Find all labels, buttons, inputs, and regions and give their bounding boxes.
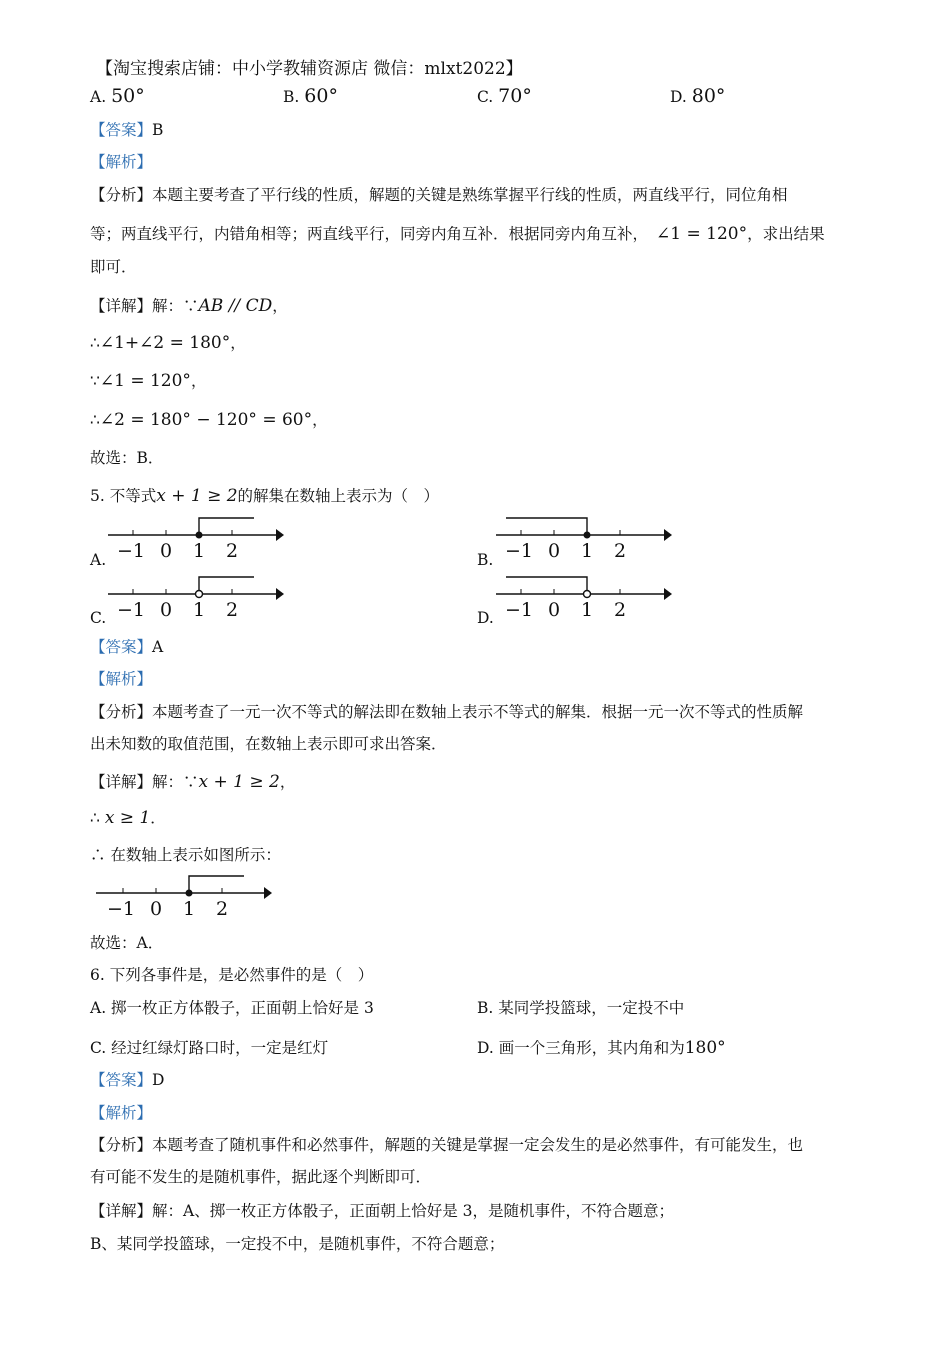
detail-text: 解：∵	[152, 297, 199, 315]
math-expression: x + 1 ≥ 2	[156, 486, 238, 506]
analysis-label: 【分析】	[90, 703, 153, 721]
analysis-text: 本题考查了随机事件和必然事件，解题的关键是掌握一定会发生的是必然事件，有可能发生，也	[152, 1136, 804, 1154]
analysis-label: 【分析】	[90, 186, 153, 204]
q6-detail-line-2: B、某同学投篮球，一定投不中，是随机事件，不符合题意；	[90, 1235, 505, 1253]
tick-label: 1	[193, 540, 206, 562]
detail-text: 解：∵	[152, 773, 199, 791]
solution-bracket	[506, 518, 587, 535]
therefore-symbol: ∴	[90, 334, 100, 352]
analysis-text: 等；两直线平行，内错角相等；两直线平行，同旁内角互补．根据同旁内角互补，	[90, 225, 649, 243]
q4-analysis-line-1	[90, 185, 788, 205]
q4-option-a	[90, 86, 145, 107]
axis-arrow	[264, 887, 272, 899]
solid-dot	[584, 532, 591, 539]
q5-option-a-letter: A.	[90, 551, 107, 569]
q4-option-d	[670, 86, 725, 107]
stem-text: 5. 不等式	[90, 487, 157, 505]
math-expression: x ≥ 1	[104, 808, 151, 828]
tick-label: 1	[581, 599, 594, 621]
math-expression: ∠1+∠2 = 180°	[99, 333, 231, 353]
answer-value: D	[152, 1071, 165, 1089]
q6-jiexi-label: 【解析】	[90, 1104, 153, 1122]
q4-answer	[90, 120, 163, 140]
tick-label: 0	[160, 599, 173, 621]
tick-label: 1	[581, 540, 594, 562]
q6-option-c: C. 经过红绿灯路口时，一定是红灯	[90, 1039, 329, 1057]
solid-dot	[186, 890, 193, 897]
q4-detail-line-1	[90, 296, 288, 316]
number-line-option-c	[108, 573, 288, 623]
q5-option-c-letter: C.	[90, 609, 107, 627]
q5-analysis-line-1	[90, 702, 803, 722]
tick-label: 2	[614, 599, 627, 621]
q4-detail-line-2	[90, 333, 246, 353]
option-text: D. 画一个三角形，其内角和为	[477, 1039, 685, 1057]
tick-label: 2	[614, 540, 627, 562]
tick-label: −1	[107, 898, 136, 920]
answer-label: 【答案】	[90, 121, 153, 139]
axis-arrow	[664, 588, 672, 600]
tick-label: 0	[150, 898, 163, 920]
open-dot	[584, 591, 591, 598]
punctuation: ，	[312, 411, 328, 429]
q4-choose: 故选：B．	[90, 449, 164, 467]
number-line-option-d	[496, 573, 676, 623]
header-banner: 【淘宝搜索店铺：中小学教辅资源店 微信：mlxt2022】	[96, 59, 523, 79]
q5-detail-line-3: ∴ 在数轴上表示如图所示：	[90, 846, 281, 864]
q6-stem: 6. 下列各事件是，是必然事件的是（ ）	[90, 966, 374, 984]
therefore-symbol: ∴	[90, 809, 100, 827]
q6-option-b: B. 某同学投篮球，一定投不中	[477, 999, 685, 1017]
solution-bracket	[199, 577, 254, 590]
option-value: 50°	[111, 85, 145, 107]
therefore-symbol: ∴	[90, 411, 100, 429]
q4-jiexi-label: 【解析】	[90, 153, 153, 171]
tick-label: 0	[548, 540, 561, 562]
tick-label: 2	[226, 540, 239, 562]
math-expression: ∠2 = 180° − 120° = 60°	[99, 410, 313, 430]
tick-label: 0	[160, 540, 173, 562]
q4-option-b	[283, 86, 338, 107]
punctuation: ，	[279, 773, 296, 791]
detail-text: 解：A、掷一枚正方体骰子，正面朝上恰好是 3，是随机事件，不符合题意；	[152, 1202, 675, 1220]
axis-arrow	[276, 529, 284, 541]
open-dot	[196, 591, 203, 598]
math-expression: AB // CD	[198, 296, 273, 316]
option-letter: C.	[477, 88, 494, 106]
q5-detail-line-1	[90, 772, 295, 792]
tick-label: 1	[183, 898, 196, 920]
number-line-solution	[96, 872, 281, 922]
q5-jiexi-label: 【解析】	[90, 670, 153, 688]
option-letter: A.	[90, 88, 107, 106]
detail-label: 【详解】	[90, 297, 153, 315]
q4-detail-line-4	[90, 410, 328, 430]
math-expression: 180°	[684, 1038, 726, 1058]
answer-label: 【答案】	[90, 1071, 153, 1089]
q4-option-c	[477, 86, 532, 107]
option-value: 60°	[304, 85, 338, 107]
q6-analysis-line-1	[90, 1135, 803, 1155]
tick-label: −1	[117, 540, 146, 562]
q5-answer	[90, 637, 163, 657]
option-value: 80°	[691, 85, 726, 107]
analysis-text: ，求出结果	[747, 225, 825, 243]
answer-label: 【答案】	[90, 638, 153, 656]
q6-detail-line-1	[90, 1201, 674, 1221]
axis-arrow	[664, 529, 672, 541]
tick-label: 2	[226, 599, 239, 621]
q5-option-d-letter: D.	[477, 609, 494, 627]
detail-label: 【详解】	[90, 1202, 153, 1220]
punctuation: ，	[272, 297, 288, 315]
q5-detail-line-2	[90, 808, 166, 828]
q5-stem	[90, 486, 439, 506]
q4-analysis-line-3: 即可．	[90, 258, 137, 276]
answer-value: A	[152, 638, 164, 656]
q4-detail-line-3	[90, 371, 206, 391]
q6-option-a: A. 掷一枚正方体骰子，正面朝上恰好是 3	[90, 999, 374, 1017]
math-expression: ∠1 = 120°	[99, 371, 191, 391]
q5-analysis-line-2: 出未知数的取值范围，在数轴上表示即可求出答案．	[90, 735, 447, 753]
solution-bracket	[506, 577, 587, 590]
q4-analysis-line-2	[90, 224, 825, 244]
tick-label: 0	[548, 599, 561, 621]
analysis-label: 【分析】	[90, 1136, 153, 1154]
analysis-text: 本题考查了一元一次不等式的解法即在数轴上表示不等式的解集．根据一元一次不等式的性质解	[152, 703, 804, 721]
punctuation: ，	[190, 372, 207, 390]
solution-bracket	[199, 518, 254, 535]
solid-dot	[196, 532, 203, 539]
tick-label: −1	[505, 599, 534, 621]
math-expression: ∠1 = 120°	[656, 224, 748, 244]
tick-label: 1	[193, 599, 206, 621]
punctuation: ．	[150, 809, 166, 827]
math-expression: x + 1 ≥ 2	[198, 772, 280, 792]
tick-label: −1	[505, 540, 534, 562]
axis-arrow	[276, 588, 284, 600]
punctuation: ，	[230, 334, 246, 352]
q6-option-d	[477, 1038, 726, 1058]
option-letter: D.	[670, 88, 687, 106]
tick-label: −1	[117, 599, 146, 621]
option-letter: B.	[283, 88, 300, 106]
option-value: 70°	[498, 85, 532, 107]
number-line-option-b	[496, 514, 676, 564]
q5-option-b-letter: B.	[477, 551, 494, 569]
q5-choose: 故选：A．	[90, 934, 164, 952]
q6-answer	[90, 1070, 164, 1090]
analysis-text: 本题主要考查了平行线的性质，解题的关键是熟练掌握平行线的性质，两直线平行，同位角相	[152, 186, 788, 204]
detail-label: 【详解】	[90, 773, 153, 791]
solution-bracket	[189, 876, 244, 893]
tick-label: 2	[216, 898, 229, 920]
answer-value: B	[152, 121, 164, 139]
number-line-option-a	[108, 514, 288, 564]
because-symbol: ∵	[90, 372, 100, 390]
stem-text: 的解集在数轴上表示为（ ）	[237, 487, 440, 505]
q6-analysis-line-2: 有可能不发生的是随机事件，据此逐个判断即可．	[90, 1168, 432, 1186]
